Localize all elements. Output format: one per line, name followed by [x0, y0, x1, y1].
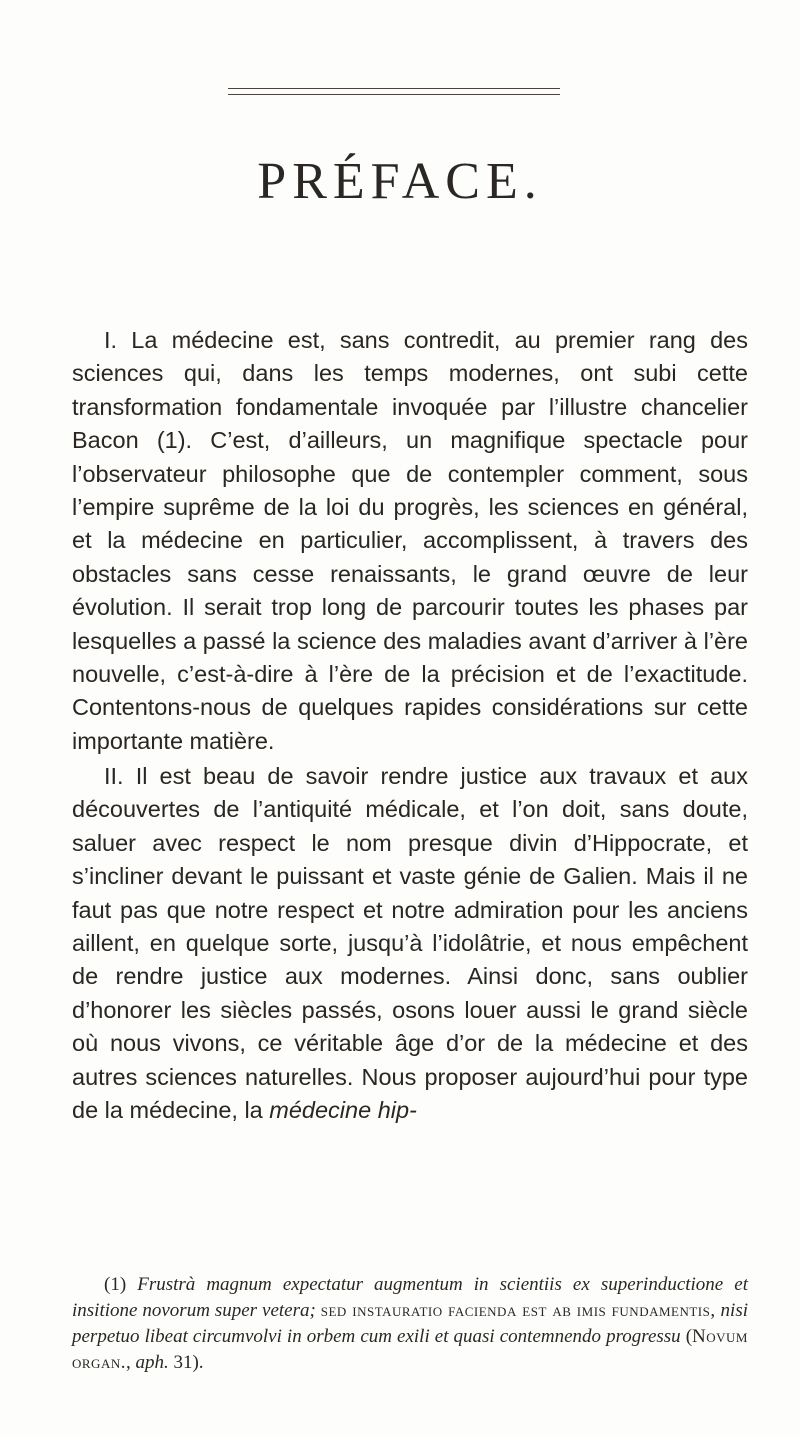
footnote-latin-1: Frustrà magnum expectatur augmentum in scientiis ex superinductione et insitione novorum super vetera;: [72, 1274, 749, 1321]
paragraph-1-text: I. La médecine est, sans contredit, au premier rang des sciences qui, dans les temps modernes, ont subi cette transformation fondamentale invoquée par l’illustre chancelier Bacon (1). C’est, d’ailleurs, un magnifique spectacle pour l’observateur philosophe que de contempler comment, sous l’empire suprême de la loi du progrès, les sciences en général, et la médecine en particulier, accomplissent, à travers des obstacles sans cesse renaissants, le grand œuvre de leur évolution. Il serait trop long de parcourir toutes les phases par lesquelles a passé la science des maladies avant d’arriver à l’ère nouvelle, c’est-à-dire à l’ère de la précision et de l’exactitude. Contentons-nous de quelques rapides considérations sur cette importante matière.: [72, 327, 748, 754]
page-title: PRÉFACE.: [257, 153, 543, 210]
footnote-ref-aph: aph.: [135, 1352, 169, 1373]
footnote-ref-open: (: [685, 1326, 693, 1347]
footnote: [72, 1272, 748, 1376]
header-rule-top: [228, 88, 560, 89]
footnote-text: [72, 1272, 748, 1376]
footnote-latin-2: nisi perpetuo libeat circumvolvi in orbem cum exili et quasi contemnendo progressu: [72, 1300, 748, 1347]
body-paragraph-1: [72, 324, 748, 758]
footnote-small-caps: sed instauratio facienda est ab imis fundamentis,: [320, 1300, 716, 1321]
footnote-ref-num: 31).: [173, 1352, 204, 1373]
paragraph-2-italic: médecine hip-: [269, 1097, 417, 1124]
body-paragraph-2: [72, 760, 748, 1127]
footnote-ref-sep: ,: [125, 1352, 131, 1373]
paragraph-2-roman: II. Il est beau de savoir rendre justice aux travaux et aux découvertes de l’antiquité médicale, et l’on doit, sans doute, saluer avec respect le nom presque divin d’Hippocrate, et s’incliner devant le puissant et vaste génie de Galien. Mais il ne faut pas que notre respect et notre admiration pour les anciens aillent, en quelque sorte, jusqu’à l’idolâtrie, et nous empêchent de rendre justice aux modernes. Ainsi donc, sans oublier d’honorer les siècles passés, osons louer aussi le grand siècle où nous vivons, ce véritable âge d’or de la médecine et des autres sciences naturelles. Nous proposer aujourd’hui pour type de la médecine, la: [72, 763, 748, 1124]
header-rule-bottom: [228, 94, 560, 95]
footnote-ref-source: Novum organ.: [72, 1326, 748, 1373]
paragraph-2-text: [72, 760, 748, 1127]
footnote-marker: (1): [104, 1274, 127, 1295]
